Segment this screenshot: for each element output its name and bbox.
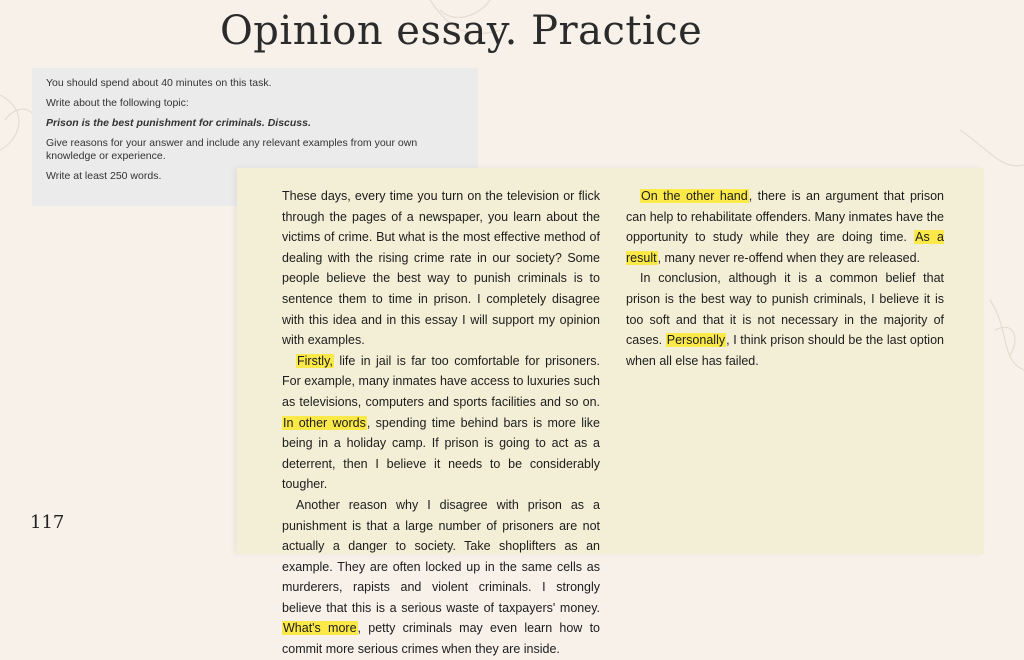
task-line: You should spend about 40 minutes on this task. bbox=[46, 77, 272, 89]
task-line: Write about the following topic: bbox=[46, 97, 189, 109]
task-line: Give reasons for your answer and include any relevant examples from your own knowledge or experience. bbox=[46, 137, 418, 162]
linking-phrase-highlight: On the other hand bbox=[641, 189, 748, 203]
task-line: Write at least 250 words. bbox=[46, 170, 162, 182]
linking-phrase-highlight: Personally bbox=[666, 333, 726, 348]
linking-phrase-highlight: As a result bbox=[626, 230, 944, 265]
essay-paragraph: Firstly, life in jail is far too comfortable for prisoners. For example, many inmates have access to luxuries such as televisions, computers and sports facilities and so on. In other words, spending time behind bars is more like being in a holiday camp. If prison is going to act as a deterrent, then I believe it needs to be considerably tougher. bbox=[282, 353, 600, 492]
linking-phrase-highlight: In other words bbox=[283, 415, 366, 430]
slide-title: Opinion essay. Practice bbox=[220, 8, 703, 54]
essay-column-left bbox=[282, 186, 600, 657]
essay-paragraph: On the other hand, there is an argument that prison can help to rehabilitate offenders. Many inmates have the opportunity to study while they are doing time. As a result, many never re-offend when they are released. bbox=[626, 189, 944, 265]
essay-paragraph: In conclusion, although it is a common belief that prison is the best way to punish criminals, I believe it is too soft and that it is not necessary in the majority of cases. Personally, I think prison should be the last option when all else has failed. bbox=[626, 271, 944, 368]
essay-paragraph: Another reason why I disagree with prison as a punishment is that a large number of prisoners are not actually a danger to society. Take shoplifters as an example. They are often locked up in the same cells as murderers, rapists and violent criminals. I strongly believe that this is a serious waste of taxpayers' money. What's more, petty criminals may even learn how to commit more serious crimes when they are inside. bbox=[282, 497, 600, 657]
sample-essay bbox=[237, 168, 984, 657]
linking-phrase-highlight: What's more bbox=[283, 621, 357, 636]
linking-phrase-highlight: Firstly, bbox=[297, 353, 333, 368]
essay-column-right bbox=[626, 186, 944, 554]
page-number: 117 bbox=[30, 512, 65, 533]
essay-paragraph: These days, every time you turn on the television or flick through the pages of a newspaper, you learn about the victims of crime. But what is the most effective method of dealing with the rising crime rate in our society? Some people believe the best way to punish criminals is to sentence them to time in prison. I completely disagree with this idea and in this essay I will support my opinion with examples. bbox=[282, 189, 600, 348]
task-topic: Prison is the best punishment for criminals. Discuss. bbox=[46, 117, 311, 129]
